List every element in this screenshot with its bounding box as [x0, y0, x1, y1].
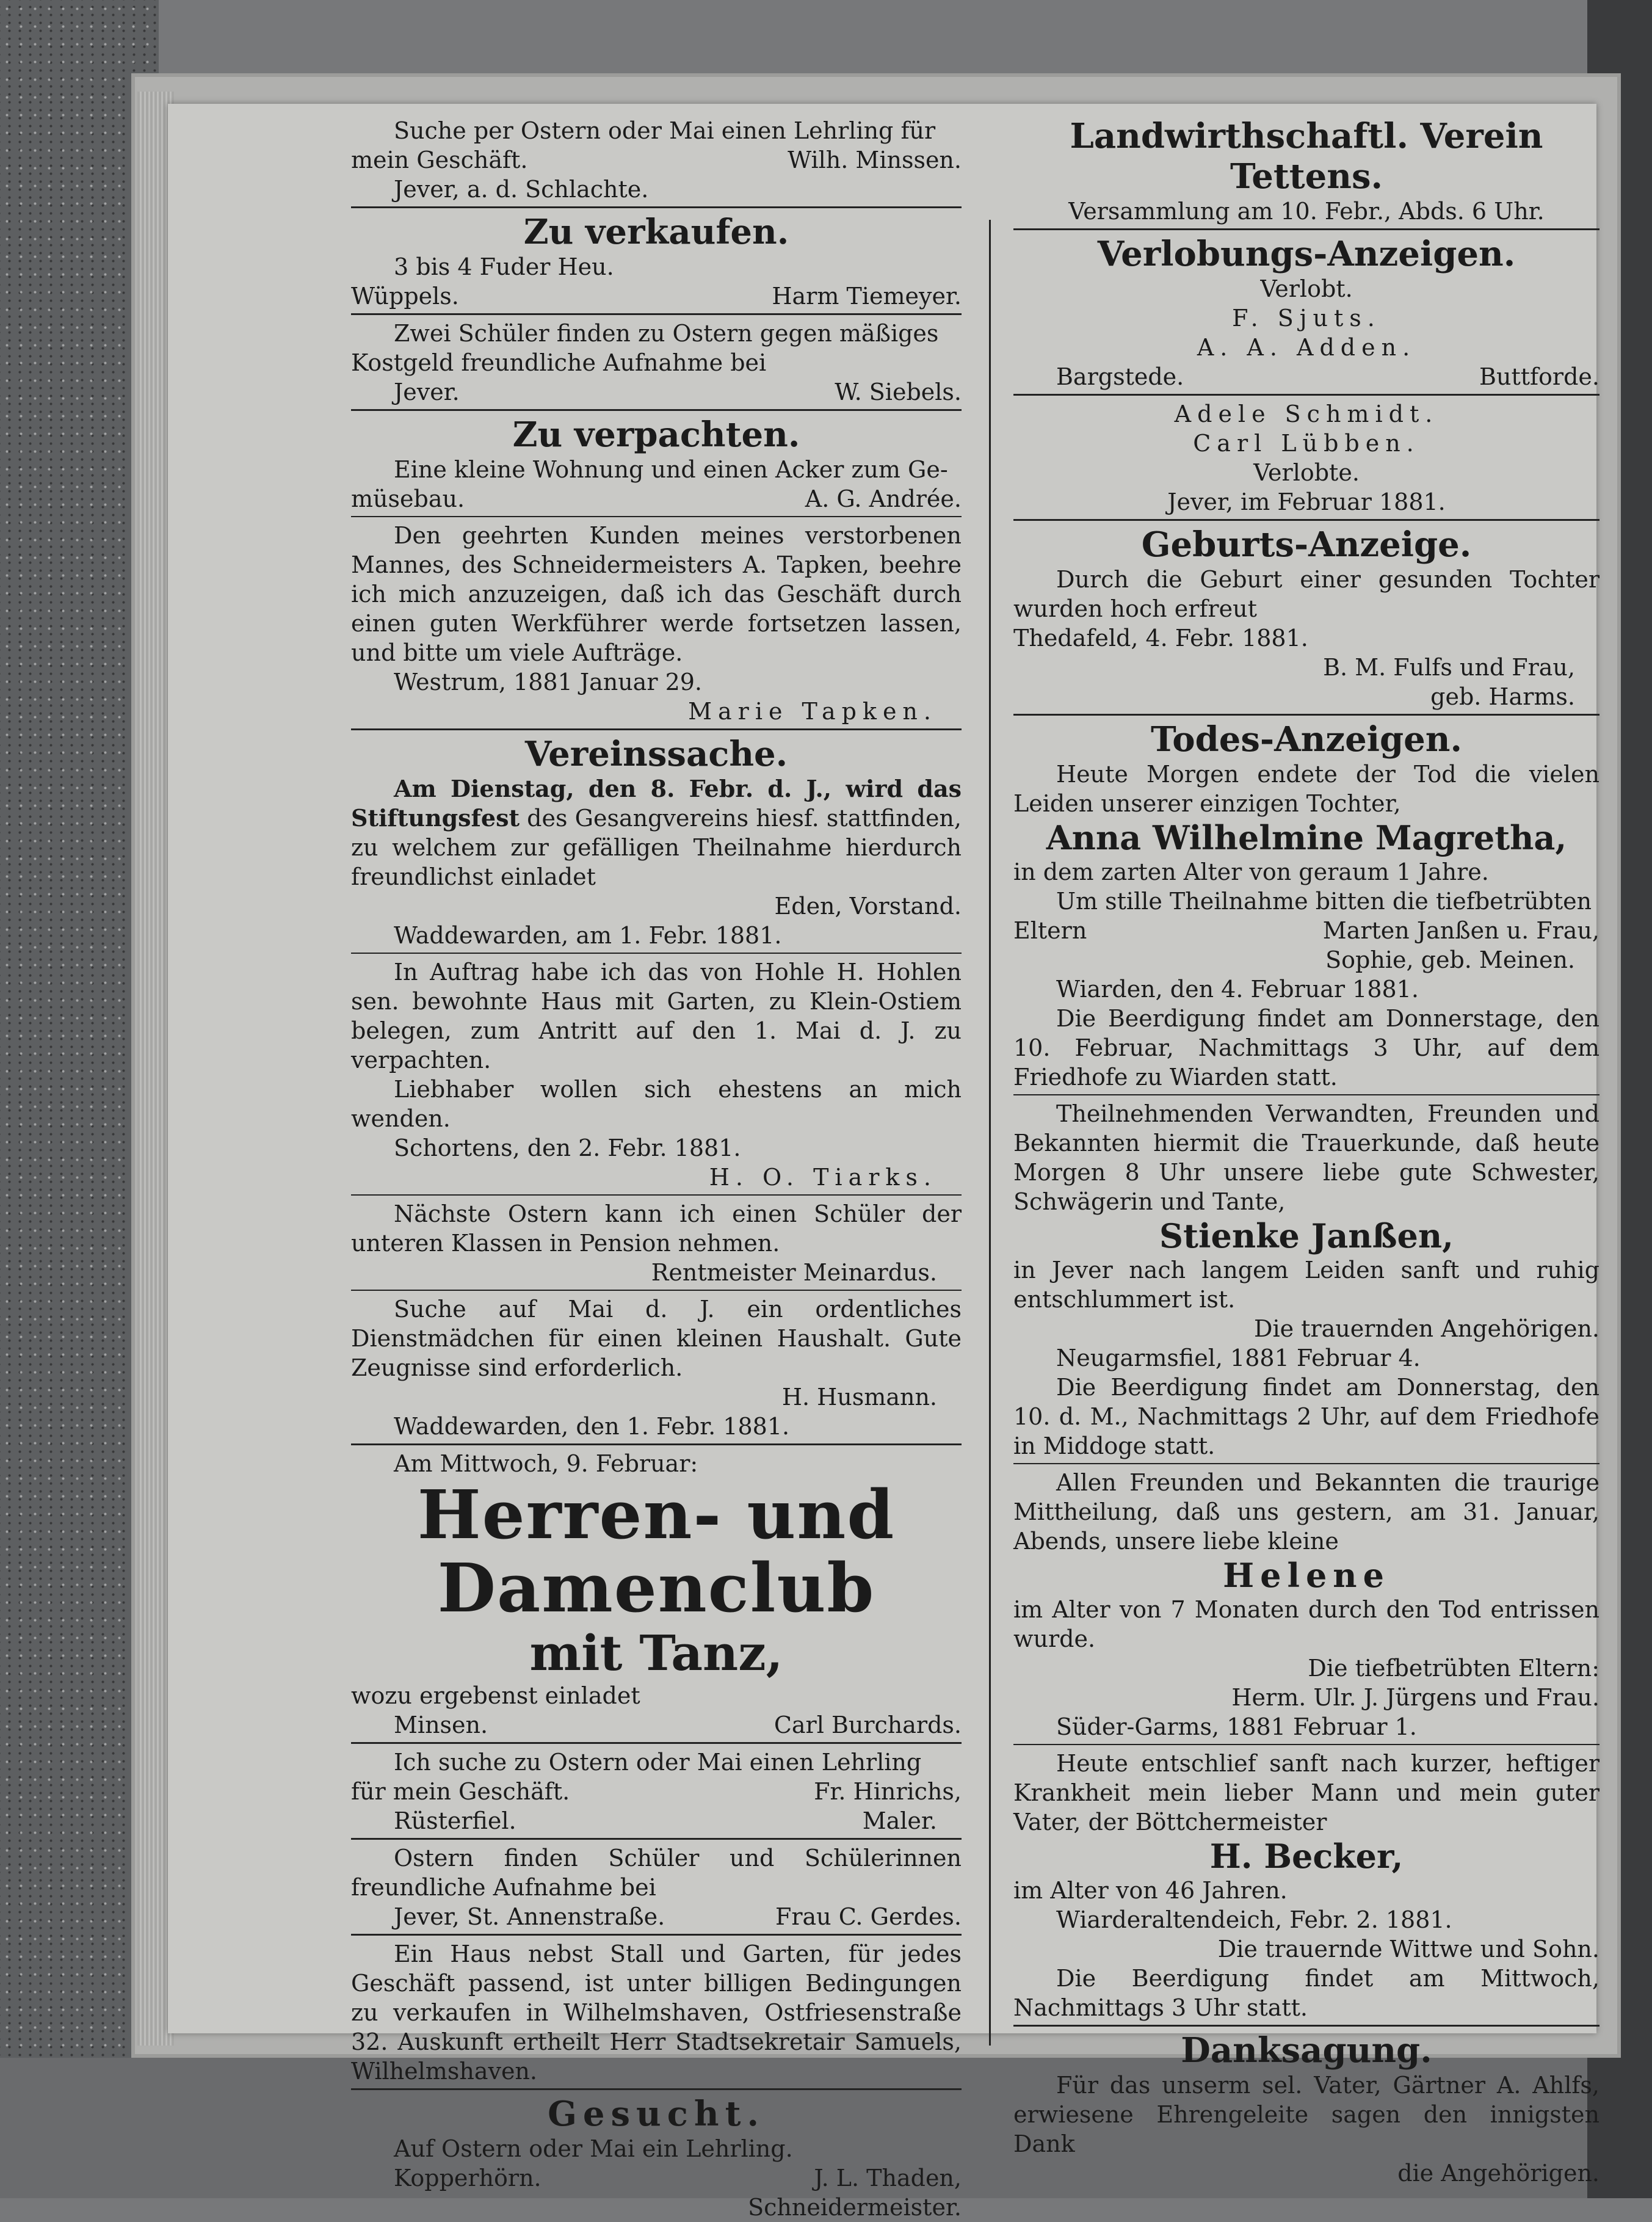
ad-zu-verpachten — [351, 415, 962, 514]
ad-line: im Alter von 46 Jahren. — [1013, 1877, 1288, 1904]
ad-rule — [351, 728, 962, 730]
ad-rule — [351, 1290, 962, 1291]
ad-place: Wiarden, den 4. Februar 1881. — [1056, 976, 1419, 1003]
ad-heading: Verlobungs-Anzeigen. — [1097, 234, 1516, 274]
ad-line — [351, 377, 962, 407]
ad-place: Waddewarden, am 1. Febr. 1881. — [394, 922, 782, 949]
ad-rule — [351, 2088, 962, 2090]
ad-signature: Schneidermeister. — [748, 2194, 962, 2221]
ad-signature: Marten Janßen u. Frau, — [1322, 917, 1599, 944]
ad-text: Die Beerdigung findet am Donnerstage, den 10. Februar, Nachmittags 3 Uhr, auf dem Friedhofe zu Wiarden statt. — [1013, 1005, 1599, 1091]
ad-signature: Eden, Vorstand. — [774, 893, 962, 920]
ad-rule — [1013, 519, 1599, 521]
ad-name: A. A. Adden. — [1197, 334, 1416, 361]
ad-gerdes — [351, 1843, 962, 1931]
ad-signature: Maler. — [862, 1807, 937, 1834]
ad-rule — [1013, 714, 1599, 716]
ad-rule — [351, 313, 962, 315]
ad-line: 3 bis 4 Fuder Heu. — [394, 253, 614, 280]
ad-place: Jever, St. Annenstraße. — [394, 1903, 665, 1930]
ad-vereinssache — [351, 734, 962, 950]
ad-text: im Alter von 7 Monaten durch den Tod entrissen wurde. — [1013, 1596, 1599, 1652]
ad-rule — [1013, 1094, 1599, 1095]
ad-date: Am Mittwoch, 9. Februar: — [394, 1450, 698, 1477]
ad-signature: die Angehörigen. — [1397, 2160, 1599, 2187]
ad-line: Ich suche zu Ostern oder Mai einen Lehrling — [394, 1749, 922, 1776]
ad-line: Verlobt. — [1260, 275, 1353, 302]
ad-place: Jever, im Februar 1881. — [1167, 488, 1446, 515]
ad-stienke-janssen — [1013, 1099, 1599, 1461]
ad-rule — [1013, 228, 1599, 230]
ad-place: Wiarderaltendeich, Febr. 2. 1881. — [1056, 1906, 1452, 1933]
ad-rule — [351, 1742, 962, 1744]
ad-place: Jever, a. d. Schlachte. — [394, 176, 649, 203]
ad-rule — [1013, 1744, 1599, 1745]
ad-landwirthschaftl-verein — [1013, 116, 1599, 226]
ad-text: Liebhaber wollen sich ehestens an mich wenden. — [351, 1076, 962, 1132]
ad-rule — [351, 1934, 962, 1936]
ad-place: Thedafeld, 4. Febr. 1881. — [1013, 625, 1308, 652]
ad-signature: A. G. Andrée. — [805, 485, 962, 512]
ad-signature: H. O. Tiarks. — [709, 1164, 937, 1191]
ad-text: Theilnehmenden Verwandten, Freunden und Bekannten hiermit die Trauerkunde, daß heute Morgen 8 Uhr unsere liebe gute Schwester, Schwägerin und Tante, — [1013, 1100, 1599, 1215]
ad-name-big: H. Becker, — [1209, 1837, 1404, 1876]
ad-todes-anzeigen — [1013, 719, 1599, 1092]
ad-name: Adele Schmidt. — [1174, 401, 1439, 427]
ad-text: Den geehrten Kunden meines verstorbenen Mannes, des Schneidermeisters A. Tapken, beehre ich mich anzuzeigen, daß ich das Geschäft durch einen guten Werkführer werde fortsetzen lassen, und bitte um viele Aufträge. — [351, 522, 962, 666]
ad-text: Suche auf Mai d. J. ein ordentliches Dienstmädchen für einen kleinen Haushalt. Gute Zeugnisse sind erforderlich. — [351, 1296, 962, 1381]
ad-text: Allen Freunden und Bekannten die traurige Mittheilung, daß uns gestern, am 31. Januar, Abends, unsere liebe kleine — [1013, 1469, 1599, 1555]
ad-place: Westrum, 1881 Januar 29. — [394, 669, 703, 695]
ad-line: Suche per Ostern oder Mai einen Lehrling für — [394, 117, 936, 144]
ad-text: Für das unserm sel. Vater, Gärtner A. Ahlfs, erwiesene Ehrengeleite sagen den innigsten Dank — [1013, 2072, 1599, 2157]
ad-place: Jever. — [394, 379, 460, 405]
ad-line — [351, 484, 962, 514]
ad-hinrichs — [351, 1748, 962, 1835]
ad-line — [1013, 362, 1599, 391]
ad-zu-verkaufen — [351, 212, 962, 311]
ad-heading-huge: Herren- und Damenclub — [417, 1475, 896, 1627]
ad-signature: Frau C. Gerdes. — [775, 1903, 962, 1930]
ad-signature: Carl Burchards. — [773, 1712, 962, 1738]
ad-place: Rüsterfiel. — [394, 1807, 516, 1834]
ad-line: Auf Ostern oder Mai ein Lehrling. — [394, 2135, 793, 2162]
ad-text: in Jever nach langem Leiden sanft und ruhig entschlummert ist. — [1013, 1257, 1599, 1313]
ad-tapken — [351, 521, 962, 726]
ad-heading: Zu verkaufen. — [523, 212, 789, 252]
ad-meinardus — [351, 1199, 962, 1287]
ad-heading: Todes-Anzeigen. — [1150, 719, 1462, 760]
ad-name-big: Helene — [1223, 1556, 1390, 1595]
ad-line — [351, 1777, 962, 1806]
ad-signature: Fr. Hinrichs, — [814, 1778, 962, 1805]
ad-rule — [351, 1194, 962, 1196]
ad-text: In Auftrag habe ich das von Hohle H. Hohlen sen. bewohnte Haus mit Garten, zu Klein-Ostiem belegen, zum Antritt auf den 1. Mai d. J. zu verpachten. — [351, 959, 962, 1073]
ad-line: Verlobte. — [1253, 459, 1360, 486]
ad-text: Eltern — [1013, 917, 1087, 944]
ad-line — [351, 145, 962, 175]
ad-rule — [351, 953, 962, 954]
ad-lehrling-minssen — [351, 116, 962, 204]
left-column — [351, 116, 962, 2222]
ad-signature: Sophie, geb. Meinen. — [1325, 946, 1575, 973]
ad-heading: Vereinssache. — [524, 734, 788, 774]
right-column — [1013, 116, 1599, 2188]
ad-place: Bargstede. — [1056, 363, 1184, 390]
ad-signature: W. Siebels. — [835, 379, 962, 405]
ad-rule — [351, 1838, 962, 1840]
ad-text: Nächste Ostern kann ich einen Schüler der unteren Klassen in Pension nehmen. — [351, 1200, 962, 1257]
ad-name-big: Stienke Janßen, — [1159, 1216, 1454, 1255]
ad-heading: Landwirthschaftl. Verein Tettens. — [1070, 116, 1543, 197]
ad-line: Um stille Theilnahme bitten die tiefbetrübten — [1056, 888, 1592, 915]
ad-place: Wüppels. — [351, 283, 459, 310]
ad-line: Eine kleine Wohnung und einen Acker zum Ge- — [394, 456, 948, 483]
ad-husmann — [351, 1294, 962, 1441]
ad-rule — [1013, 2025, 1599, 2027]
ad-line: in dem zarten Alter von geraum 1 Jahre. — [1013, 859, 1489, 885]
ad-rule — [351, 206, 962, 208]
ad-text: Heute Morgen endete der Tod die vielen Leiden unserer einzigen Tochter, — [1013, 761, 1599, 817]
ad-text: für mein Geschäft. — [351, 1778, 570, 1805]
ad-rule — [351, 409, 962, 411]
ad-signature: Die tiefbetrübten Eltern: — [1308, 1655, 1599, 1682]
ad-signature: H. Husmann. — [781, 1384, 937, 1411]
ad-place: Waddewarden, den 1. Febr. 1881. — [394, 1413, 790, 1440]
ad-haus-wilhelmshaven — [351, 1939, 962, 2086]
ad-signature: Die trauernden Angehörigen. — [1253, 1315, 1599, 1342]
ad-herren-damenclub — [351, 1449, 962, 1740]
ad-verlobungs-anzeigen — [1013, 234, 1599, 391]
ad-signature: Marie Tapken. — [688, 698, 937, 725]
ad-danksagung — [1013, 2030, 1599, 2188]
ad-text: Ostern finden Schüler und Schülerinnen freundliche Aufnahme bei — [351, 1845, 962, 1901]
ad-line — [351, 1710, 962, 1740]
ad-name: F. Sjuts. — [1232, 305, 1381, 332]
ad-name: Carl Lübben. — [1193, 430, 1420, 457]
ad-line — [1013, 916, 1599, 945]
ad-text: mein Geschäft. — [351, 147, 528, 173]
ad-line — [351, 2163, 962, 2193]
ad-text: Ein Haus nebst Stall und Garten, für jedes Geschäft passend, ist unter billigen Bedingungen zu verkaufen in Wilhelmshaven, Ostfriesenstraße 32. Auskunft ertheilt Herr Stadtsekretair Samuels, Wilhelmshaven. — [351, 1941, 962, 2085]
ad-signature: Die trauernde Wittwe und Sohn. — [1217, 1936, 1599, 1962]
ad-text: Durch die Geburt einer gesunden Tochter wurden hoch erfreut — [1013, 566, 1599, 622]
ad-heading: Zu verpachten. — [512, 415, 800, 455]
ad-schueler-siebels — [351, 319, 962, 407]
ad-helene — [1013, 1468, 1599, 1741]
ad-signature: Harm Tiemeyer. — [772, 283, 962, 310]
ad-signature: B. M. Fulfs und Frau, — [1323, 654, 1575, 681]
ad-heading: Geburts-Anzeige. — [1141, 525, 1472, 565]
ad-text: Die Beerdigung findet am Donnerstag, den 10. d. M., Nachmittags 2 Uhr, auf dem Friedhofe in Middoge statt. — [1013, 1374, 1599, 1459]
ad-place: Buttforde. — [1479, 363, 1599, 390]
ad-verlobte-schmidt — [1013, 399, 1599, 517]
ad-name-big: Anna Wilhelmine Magretha, — [1046, 818, 1567, 857]
ad-line — [351, 1902, 962, 1931]
ad-line: wozu ergebenst einladet — [351, 1682, 640, 1709]
ad-place: Minsen. — [394, 1712, 488, 1738]
ad-signature: geb. Harms. — [1430, 683, 1575, 710]
ad-place: Schortens, den 2. Febr. 1881. — [394, 1135, 741, 1161]
ad-rule — [351, 1443, 962, 1445]
ad-text-regular: des Gesangvereins hiesf. stattfinden, zu welchem zur gefälligen Theilnahme hierdurch freundlichst einladet — [351, 805, 962, 890]
ad-place: Kopperhörn. — [394, 2165, 542, 2191]
ad-rule — [1013, 394, 1599, 396]
ad-geburts-anzeige — [1013, 525, 1599, 711]
ad-heading: Gesucht. — [548, 2094, 765, 2134]
ad-text: Heute entschlief sanft nach kurzer, heftiger Krankheit mein lieber Mann und mein guter Vater, der Böttchermeister — [1013, 1750, 1599, 1835]
ad-signature: J. L. Thaden, — [814, 2165, 962, 2191]
ad-tiarks — [351, 957, 962, 1192]
ad-signature: Wilh. Minssen. — [788, 147, 962, 173]
ad-text-bold: Am Dienstag, den 8. Febr. d. J., wird das Stiftungsfest — [351, 775, 962, 832]
column-divider — [989, 220, 991, 2046]
ad-line: Versammlung am 10. Febr., Abds. 6 Uhr. — [1068, 198, 1545, 225]
ad-line: Zwei Schüler finden zu Ostern gegen mäßiges — [394, 320, 939, 347]
ad-line — [351, 281, 962, 311]
ad-place: Neugarmsfiel, 1881 Februar 4. — [1056, 1345, 1421, 1371]
ad-rule — [351, 516, 962, 517]
ad-text: Die Beerdigung findet am Mittwoch, Nachmittags 3 Uhr statt. — [1013, 1965, 1599, 2021]
ad-text: müsebau. — [351, 485, 465, 512]
ad-heading: Danksagung. — [1181, 2030, 1432, 2071]
ad-rule — [1013, 1463, 1599, 1464]
ad-signature: Herm. Ulr. J. Jürgens und Frau. — [1231, 1684, 1599, 1711]
ad-signature: Rentmeister Meinardus. — [651, 1259, 937, 1286]
ad-line — [351, 1806, 962, 1835]
ad-gesucht — [351, 2094, 962, 2222]
ad-text — [351, 774, 962, 891]
ad-heading-big: mit Tanz, — [529, 1624, 783, 1682]
ad-line: Kostgeld freundliche Aufnahme bei — [351, 349, 767, 376]
ad-place: Süder-Garms, 1881 Februar 1. — [1056, 1713, 1417, 1740]
ad-becker — [1013, 1749, 1599, 2022]
